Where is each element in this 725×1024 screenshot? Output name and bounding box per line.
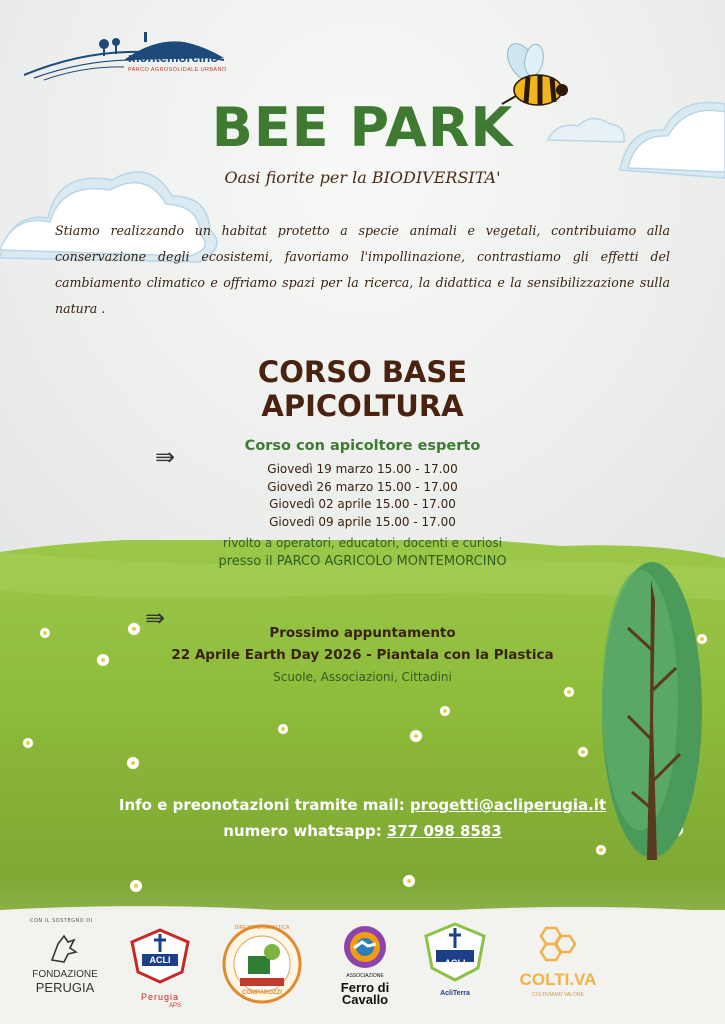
fondazione-line: FONDAZIONE: [32, 969, 98, 980]
flower-icon: [596, 845, 606, 855]
flower-icon: [130, 880, 142, 892]
brand-tagline: PARCO AGROSOLIDALE URBANO: [128, 67, 227, 73]
double-arrow-icon: ⇛: [155, 443, 176, 471]
fondazione-perugia-logo: [30, 968, 100, 994]
next-event-audience: Scuole, Associazioni, Cittadini: [273, 670, 452, 684]
griffin-icon: [46, 932, 80, 964]
intro-paragraph: Stiamo realizzando un habitat protetto a specie animali e vegetali, contribuiamo alla conservazione degli ecosistemi, favoriamo l'impollinazione, contrastiamo gli effetti del cambiamento climatico e offriamo spazi per la ricerca, la didattica e la sensibilizzazione sulla natura .: [55, 223, 670, 316]
next-event-title: 22 Aprile Earth Day 2026 - Piantala con la Plastica: [171, 647, 554, 663]
handshake-icon: [342, 924, 388, 970]
contact-info: [0, 792, 725, 844]
page-title: BEE PARK: [211, 96, 514, 159]
acli-perugia-city-name: Perugia: [140, 992, 180, 1002]
course-title-line: APICOLTURA: [261, 389, 464, 423]
ferro-line: ASSOCIAZIONE: [346, 973, 384, 979]
flower-icon: [564, 687, 574, 697]
flower-icon: [127, 757, 139, 769]
contact-mail-line: [0, 792, 725, 818]
course-title-line: CORSO BASE: [257, 355, 468, 389]
page-subtitle: Oasi fiorite per la BIODIVERSITA': [224, 168, 501, 187]
contact-whatsapp-label: numero whatsapp:: [223, 822, 387, 840]
course-date: Giovedì 19 marzo 15.00 - 17.00: [267, 462, 458, 476]
course-subtitle: Corso con apicoltore esperto: [244, 438, 481, 454]
sponsor-caption: CON IL SOSTEGNO DI: [30, 918, 93, 924]
ferro-line: Ferro di: [340, 980, 390, 995]
course-title: [0, 355, 725, 423]
hexagon-logo-icon: [534, 924, 580, 968]
flower-icon: [410, 730, 422, 742]
flower-icon: [440, 706, 450, 716]
fondazione-line: PERUGIA: [35, 980, 95, 995]
course-dates: [0, 461, 725, 531]
contact-mail-label: Info e preonotazioni tramite mail:: [118, 796, 410, 814]
flower-icon: [578, 747, 588, 757]
course-date: Giovedì 09 aprile 15.00 - 17.00: [269, 514, 456, 529]
coltiva-name: COLTI.VA: [519, 970, 597, 989]
coltiva-tagline: COLTIVIAMO VALORE: [532, 992, 584, 998]
acli-perugia-city: [126, 992, 194, 1002]
course-target: rivolto a operatori, educatori, docenti e curiosi: [222, 536, 503, 550]
acli-perugia-label: ACLI: [149, 955, 171, 965]
contact-whatsapp-line: [0, 818, 725, 844]
flower-icon: [403, 875, 415, 887]
course-date: Giovedì 02 aprile 15.00 - 17.00: [269, 497, 456, 511]
ferro-line: Cavallo: [341, 992, 389, 1007]
course-date: Giovedì 26 marzo 15.00 - 17.00: [267, 479, 458, 494]
acliterra-label: ACLI: [444, 958, 466, 968]
double-arrow-icon: ⇛: [145, 604, 166, 632]
brand-name: montemorcino: [128, 50, 219, 65]
flower-icon: [278, 724, 288, 734]
acli-perugia-aps: APS: [168, 1003, 181, 1009]
comparozzi-bottom-text: COMPAROZZI: [242, 990, 282, 996]
acliterra-shield-icon: [424, 922, 486, 982]
ferro-di-cavallo-logo: [326, 970, 404, 1006]
comparozzi-top-text: DIREZIONE DIDATTICA: [234, 925, 290, 931]
acliterra-name: AcliTerra: [440, 990, 470, 997]
contact-whatsapp-link[interactable]: 377 098 8583: [386, 822, 502, 840]
contact-mail-link[interactable]: progetti@acliperugia.it: [409, 796, 607, 814]
course-venue: presso il PARCO AGRICOLO MONTEMORCINO: [218, 554, 507, 569]
flower-icon: [23, 738, 33, 748]
next-event-heading: Prossimo appuntamento: [269, 625, 456, 641]
